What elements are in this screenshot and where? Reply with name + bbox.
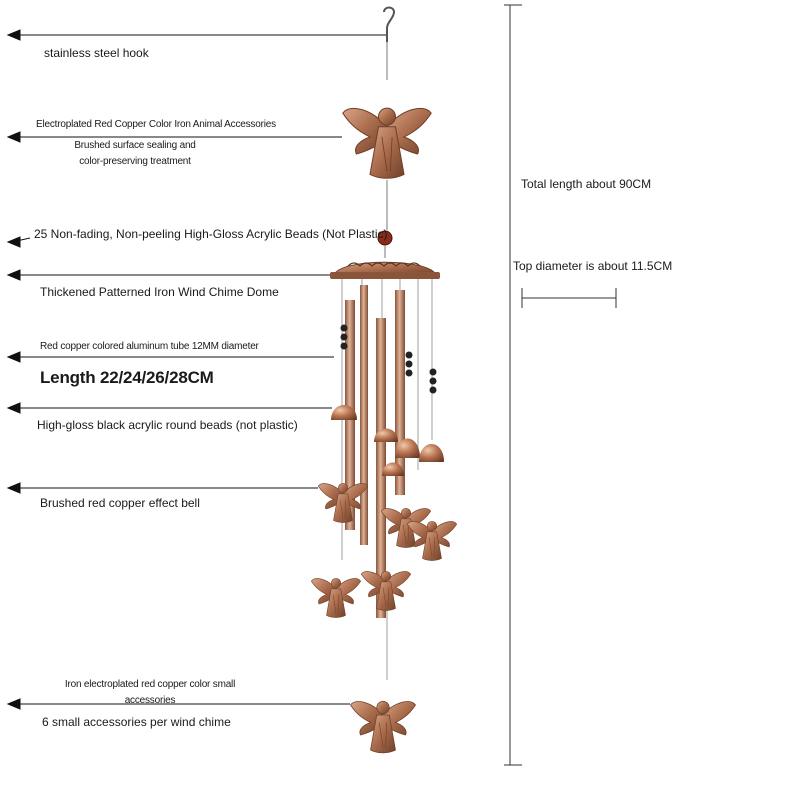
- total-length-label: Total length about 90CM: [521, 177, 652, 191]
- tube-length-label: Length 22/24/26/28CM: [40, 368, 214, 387]
- small-acc-count-label: 6 small accessories per wind chime: [42, 715, 231, 729]
- dome-label: Thickened Patterned Iron Wind Chime Dome: [40, 285, 279, 299]
- bottom-angel-ornament: [351, 701, 416, 753]
- bell-label: Brushed red copper effect bell: [40, 496, 200, 510]
- beads-label: 25 Non-fading, Non-peeling High-Gloss Acrylic Beads (Not Plastic): [34, 227, 388, 241]
- tube-arrow-icon: [8, 352, 20, 362]
- dome-arrow-icon: [8, 270, 20, 280]
- beads-arrow-icon: [8, 237, 20, 247]
- total-length-dimension: [504, 5, 522, 765]
- hook-label: stainless steel hook: [44, 46, 149, 60]
- chime-dome: [330, 262, 440, 279]
- top-diameter-label: Top diameter is about 11.5CM: [513, 259, 673, 273]
- top-angel-ornament: [343, 108, 431, 178]
- accessories-arrow-icon: [8, 132, 20, 142]
- accessories-label: Electroplated Red Copper Color Iron Animal Accessories: [36, 119, 276, 130]
- tube-label: Red copper colored aluminum tube 12MM diameter: [40, 341, 259, 352]
- bell-arrow-icon: [8, 483, 20, 493]
- hook-icon: [384, 8, 394, 43]
- small-acc-label-1: Iron electroplated red copper color small: [64, 679, 236, 690]
- black-beads-label: High-gloss black acrylic round beads (not plastic): [37, 418, 298, 432]
- small-acc-label-2: accessories: [124, 695, 176, 706]
- top-diameter-dimension: [522, 288, 616, 308]
- hook-arrow-icon: [8, 30, 20, 40]
- accessories-sublabel-2: color-preserving treatment: [79, 156, 191, 167]
- accessories-sublabel-1: Brushed surface sealing and: [74, 140, 196, 151]
- black-beads-arrow-icon: [8, 403, 20, 413]
- small-acc-arrow-icon: [8, 699, 20, 709]
